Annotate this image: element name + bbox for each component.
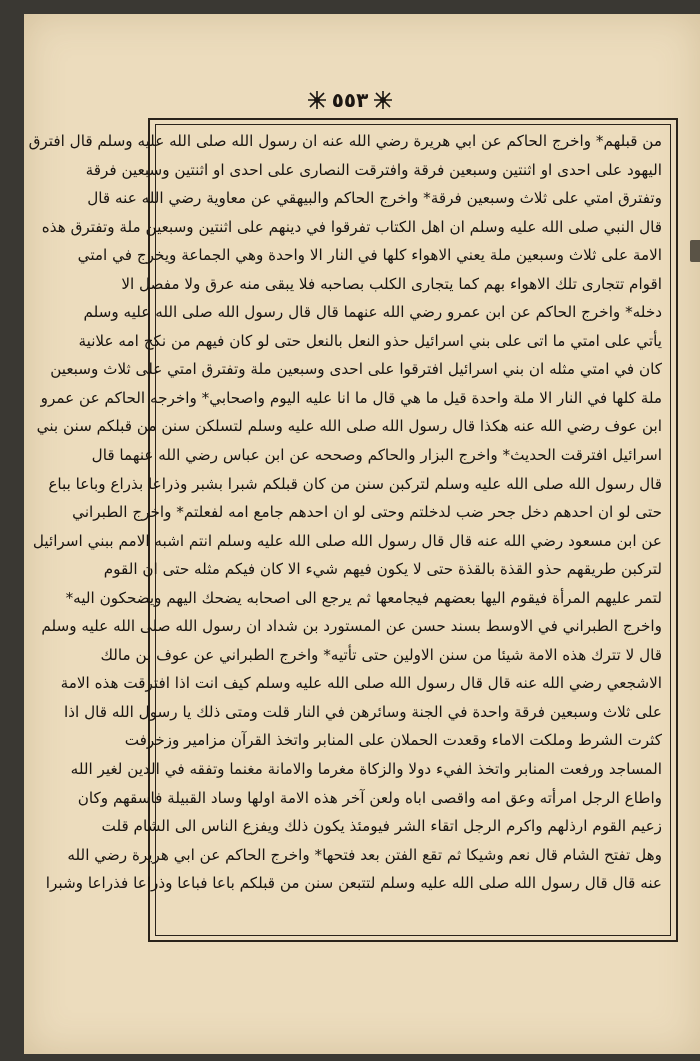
text-line: عن ابن مسعود رضي الله عنه قال قال رسول الله صلى الله عليه وسلم انتم اشبه الامم ببني اسرائيل (32, 531, 662, 550)
text-line: وتفترق امتي على ثلاث وسبعين فرقة* واخرج الحاكم والبيهقي عن معاوية رضي الله عنه قال (87, 189, 662, 208)
text-line: المساجد ورفعت المنابر واتخذ الفيء دولا والزكاة مغرما والامانة مغنما وتفقه في الدين لغير الله (70, 760, 662, 779)
text-line: دخله* واخرج الحاكم عن ابن عمرو رضي الله عنهما قال قال رسول الله صلى الله عليه وسلم (83, 303, 662, 322)
text-line: يأتي على امتي ما اتى على بني اسرائيل حذو النعل بالنعل حتى لو كان فيهم من نكح امه علانية (78, 331, 662, 350)
text-line: ابن عوف رضي الله عنه هكذا قال رسول الله صلى الله عليه وسلم لتسلكن سنن من قبلكم سنن بني (36, 417, 662, 436)
page-number: ٥٥٣ (331, 88, 369, 112)
text-line: قال لا تترك هذه الامة شيئا من سنن الاولين حتى تأتيه* واخرج الطبراني عن عوف بن مالك (100, 645, 662, 664)
text-line: عنه قال قال رسول الله صلى الله عليه وسلم لتتبعن سنن من قبلكم باعا فباعا وذراعا فذراعا وشبرا (45, 874, 662, 893)
text-line: الاشجعي رضي الله عنه قال قال رسول الله صلى الله عليه وسلم كيف انت اذا افترقت هذه الامة (60, 674, 662, 693)
text-line: كان في امتي مثله ان بني اسرائيل افترقوا على احدى وسبعين ملة وتفترق امتي على ثلاث وسبعين (50, 360, 662, 379)
text-line: لتركبن طريقهم حذو القذة بالقذة حتى لا يكون فيهم شيء الا كان فيكم مثله حتى ان القوم (103, 560, 662, 579)
body-text (28, 127, 662, 927)
text-line: اقوام تتجارى تلك الاهواء بهم كما يتجارى الكلب بصاحبه فلا يبقى منه عرق ولا مفصل الا (121, 274, 662, 293)
text-line: زعيم القوم ارذلهم واكرم الرجل اتقاء الشر فيومئذ يكون ذلك ويفزع الناس الى الشام قلت (101, 817, 662, 836)
text-line: واطاع الرجل امرأته وعق امه واقصى اباه ولعن آخر هذه الامة اولها وساد القبيلة فاسقهم وكان (77, 788, 662, 807)
text-line: اسرائيل افترقت الحديث* واخرج البزار والحاكم وصححه عن ابن عباس رضي الله عنهما قال (91, 446, 662, 465)
text-line: وهل تفتح الشام قال نعم وشيكا ثم تقع الفتن بعد فتحها* واخرج الحاكم عن ابي هريرة رضي الله (67, 845, 662, 864)
floral-ornament-icon (372, 89, 394, 111)
text-line: اليهود على احدى او اثنتين وسبعين فرقة وافترقت النصارى على احدى او اثنتين وسبعين فرقة (85, 160, 662, 179)
text-line: قال النبي صلى الله عليه وسلم ان اهل الكتاب تفرقوا في دينهم على اثنتين وسبعين ملة وتفترق هذه (41, 217, 662, 236)
text-line: قال رسول الله صلى الله عليه وسلم لتركبن سنن من كان قبلكم شبرا بشبر وذراعا بذراع وباعا بباع (48, 474, 662, 493)
text-line: واخرج الطبراني في الاوسط بسند حسن عن المستورد بن شداد ان رسول الله صلى الله عليه وسلم (41, 617, 662, 636)
text-line: ملة كلها في النار الا ملة واحدة قيل ما هي قال ما انا عليه اليوم واصحابي* واخرجه الحاكم عن عمرو (40, 388, 662, 407)
text-line: على ثلاث وسبعين فرقة واحدة في الجنة وسائرهن في النار قلت ومتى ذلك يا رسول الله قال اذا (64, 702, 662, 721)
text-line: من قبلهم* واخرج الحاكم عن ابي هريرة رضي الله عنه ان رسول الله صلى الله عليه وسلم قال افترق (28, 132, 662, 150)
floral-ornament-icon (306, 89, 328, 111)
text-line: لتمر عليهم المرأة فيقوم اليها بعضهم فيجامعها ثم يرجع الى اصحابه يضحك اليهم ويضحكون اليه* (65, 588, 662, 607)
page-tab-marker (690, 240, 700, 262)
text-line: حتى لو ان احدهم دخل جحر ضب لدخلتم وحتى لو ان احدهم جامع امه لفعلتم* واخرج الطبراني (72, 503, 662, 522)
text-line: الامة على ثلاث وسبعين ملة يعني الاهواء كلها في النار الا واحدة وهي الجماعة ويخرج في امتي (77, 246, 662, 265)
text-line: كثرت الشرط وملكت الاماء وقعدت الحملان على المنابر واتخذ القرآن مزامير وزخرفت (124, 731, 662, 750)
page-header (0, 84, 700, 116)
